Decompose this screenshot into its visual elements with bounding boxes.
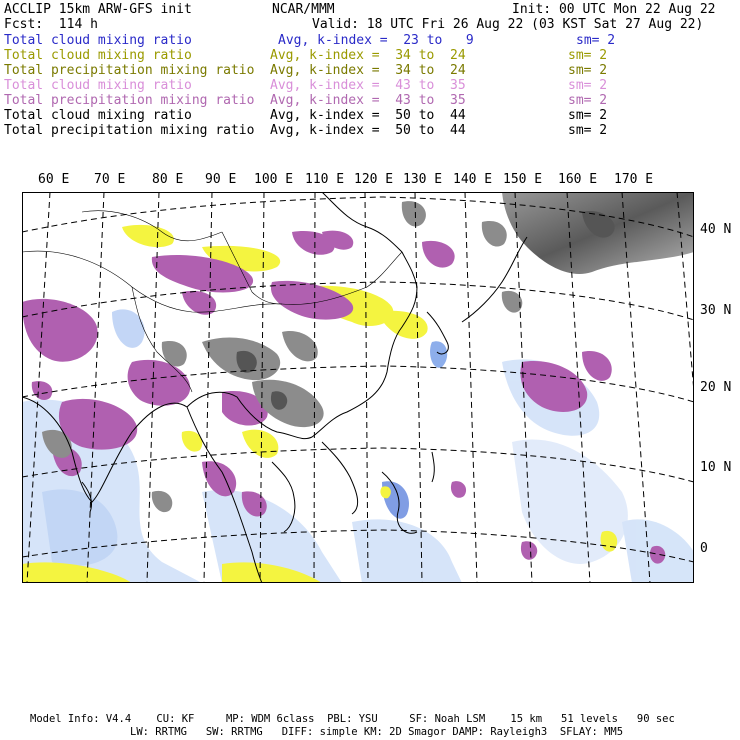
init-time: Init: 00 UTC Mon 22 Aug 22 — [512, 2, 716, 17]
valid-time: Valid: 18 UTC Fri 26 Aug 22 (03 KST Sat 27 Aug 22) — [312, 17, 704, 32]
legend-kindex-1: Avg, k-index = 34 to 24 — [270, 48, 466, 63]
lon-label-150: 150 E — [503, 172, 543, 187]
forecast-hour: Fcst: 114 h — [4, 17, 98, 32]
legend-field-3: Total cloud mixing ratio — [4, 78, 192, 93]
legend-kindex-5: Avg, k-index = 50 to 44 — [270, 108, 466, 123]
legend-smooth-4: sm= 2 — [568, 93, 608, 108]
legend-field-5: Total cloud mixing ratio — [4, 108, 192, 123]
legend-field-1: Total cloud mixing ratio — [4, 48, 192, 63]
legend-smooth-1: sm= 2 — [568, 48, 608, 63]
lon-label-90: 90 E — [205, 172, 237, 187]
legend-smooth-3: sm= 2 — [568, 78, 608, 93]
lon-label-140: 140 E — [453, 172, 493, 187]
legend-smooth-6: sm= 2 — [568, 123, 608, 138]
lat-label-40n: 40 N — [700, 222, 732, 237]
legend-field-2: Total precipitation mixing ratio — [4, 63, 255, 78]
legend-smooth-0: sm= 2 — [576, 33, 616, 48]
lon-label-160: 160 E — [558, 172, 598, 187]
legend-kindex-2: Avg, k-index = 34 to 24 — [270, 63, 466, 78]
lat-label-0: 0 — [700, 541, 708, 556]
model-title: ACCLIP 15km ARW-GFS init — [4, 2, 192, 17]
lon-label-70: 70 E — [94, 172, 126, 187]
lon-label-130: 130 E — [403, 172, 443, 187]
center-label: NCAR/MMM — [272, 2, 335, 17]
lon-label-100: 100 E — [254, 172, 294, 187]
legend-smooth-2: sm= 2 — [568, 63, 608, 78]
legend-smooth-5: sm= 2 — [568, 108, 608, 123]
legend-kindex-6: Avg, k-index = 50 to 44 — [270, 123, 466, 138]
lon-label-120: 120 E — [354, 172, 394, 187]
legend-kindex-0: Avg, k-index = 23 to 9 — [278, 33, 474, 48]
lon-label-60: 60 E — [38, 172, 70, 187]
lon-label-80: 80 E — [152, 172, 184, 187]
lon-label-110: 110 E — [305, 172, 345, 187]
legend-field-0: Total cloud mixing ratio — [4, 33, 192, 48]
legend-kindex-3: Avg, k-index = 43 to 35 — [270, 78, 466, 93]
legend-field-4: Total precipitation mixing ratio — [4, 93, 255, 108]
legend-kindex-4: Avg, k-index = 43 to 35 — [270, 93, 466, 108]
lon-label-170: 170 E — [614, 172, 654, 187]
lat-label-10n: 10 N — [700, 460, 732, 475]
model-info-line1: Model Info: V4.4 CU: KF MP: WDM 6class PBL: YSU SF: Noah LSM 15 km 51 levels 90 sec — [30, 713, 675, 725]
lat-label-20n: 20 N — [700, 380, 732, 395]
cloud-map — [22, 192, 694, 583]
legend-field-6: Total precipitation mixing ratio — [4, 123, 255, 138]
cloud-map-panel — [22, 192, 694, 583]
model-info-line2: LW: RRTMG SW: RRTMG DIFF: simple KM: 2D Smagor DAMP: Rayleigh3 SFLAY: MM5 — [130, 726, 624, 738]
lat-label-30n: 30 N — [700, 303, 732, 318]
